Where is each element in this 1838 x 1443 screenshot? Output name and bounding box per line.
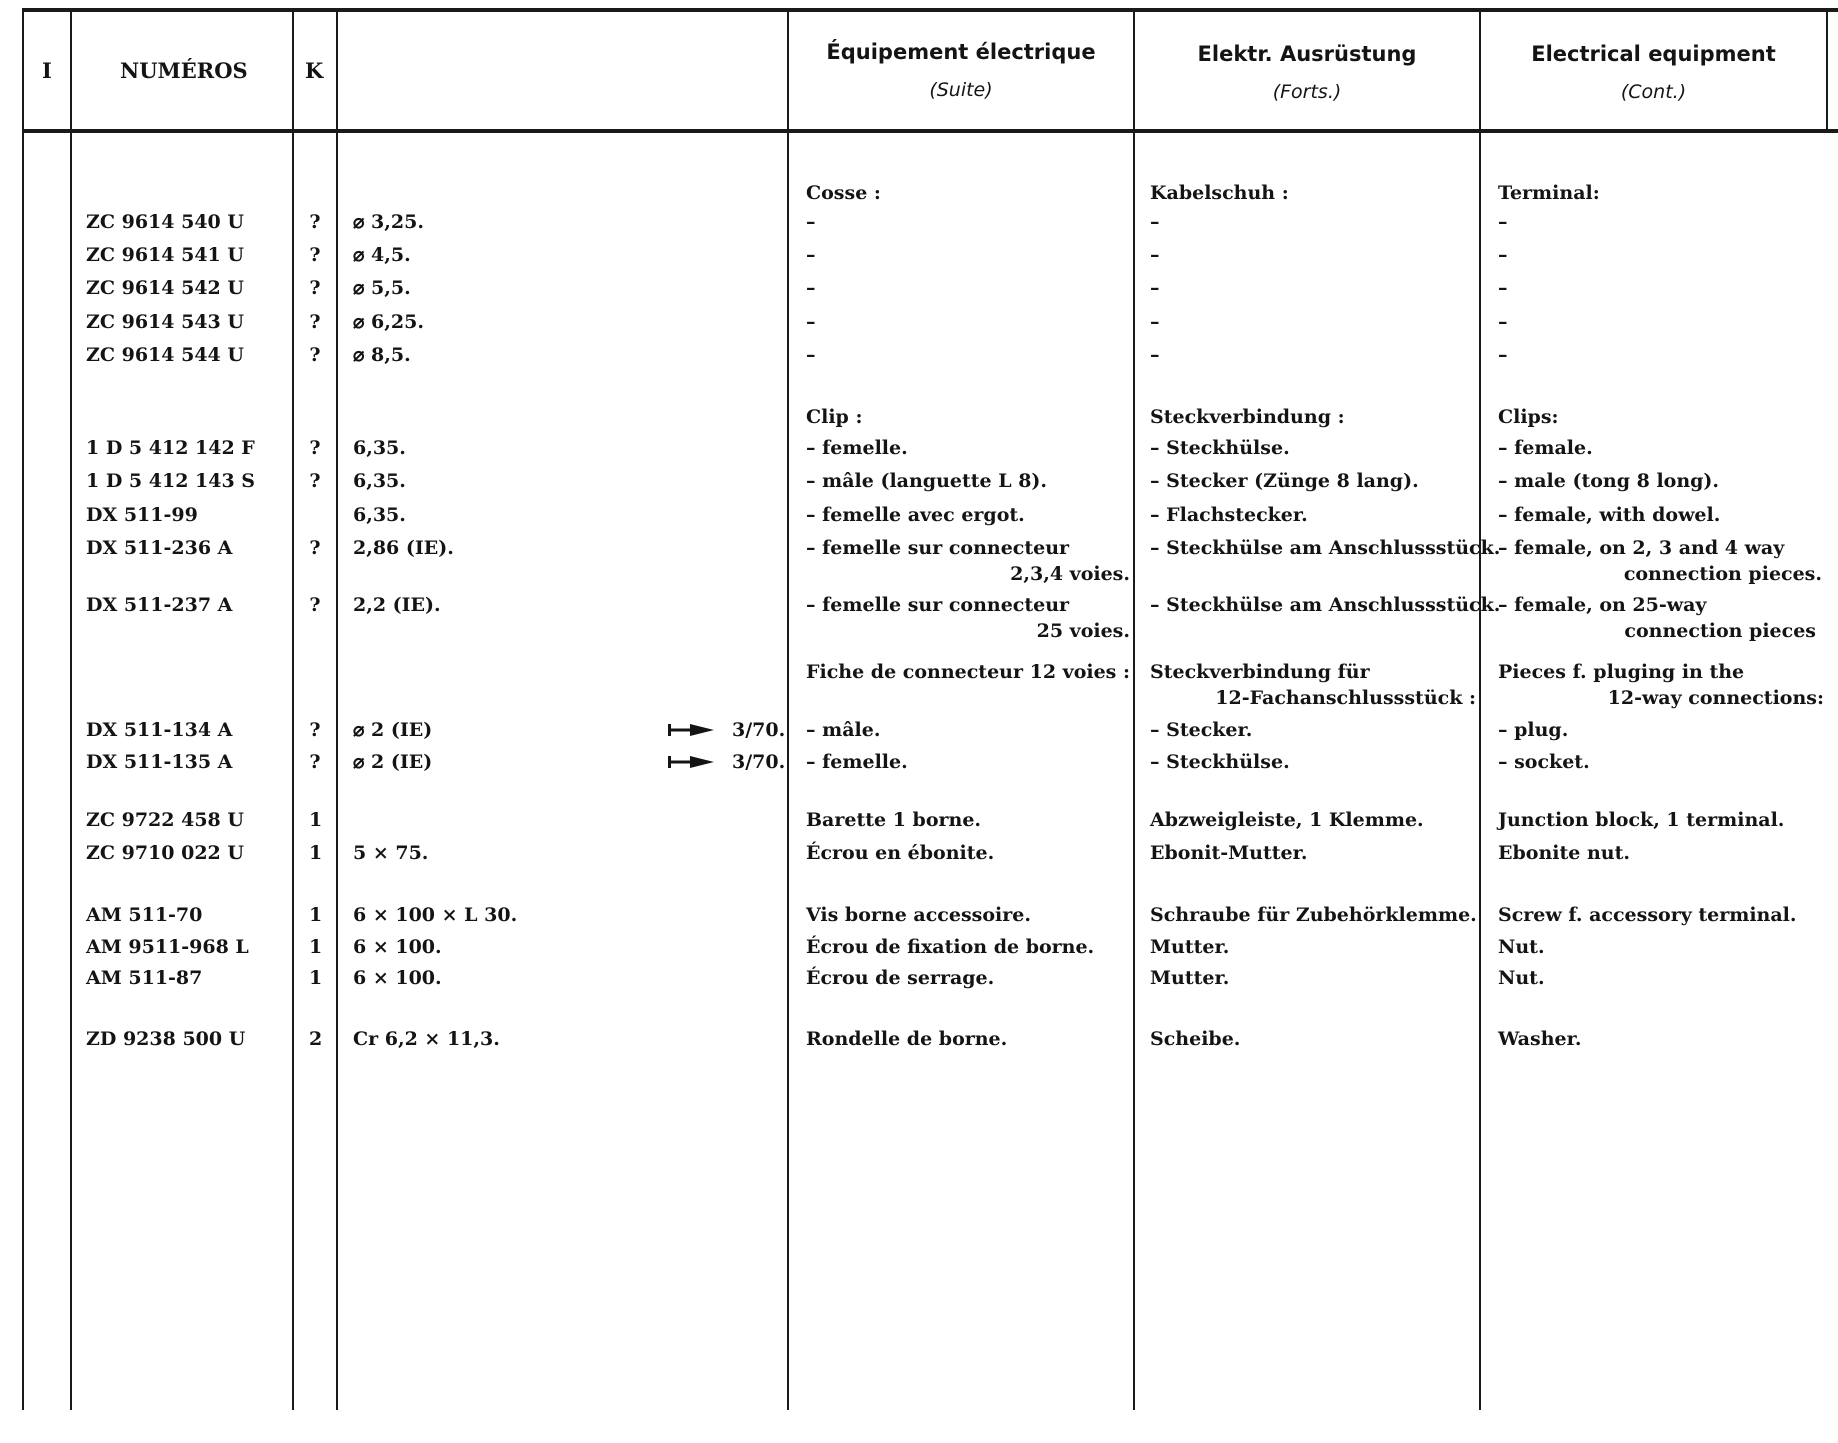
cell-english: – female, on 25-way — [1498, 594, 1707, 616]
cell-french: – mâle (languette L 8). — [806, 470, 1048, 492]
cell-german: – Stecker. — [1150, 719, 1253, 741]
cell-french: – femelle. — [806, 751, 908, 773]
cell-part-number: ZC 9614 541 U — [86, 244, 244, 266]
cell-french: Écrou de fixation de borne. — [806, 936, 1095, 958]
cell-english: – female, on 2, 3 and 4 way — [1498, 537, 1785, 559]
cell-part-number: DX 511-134 A — [86, 719, 233, 741]
table-row — [0, 469, 1838, 495]
cell-french: Vis borne accessoire. — [806, 904, 1031, 926]
cell-part-number: DX 511-135 A — [86, 751, 233, 773]
table-row — [0, 1027, 1838, 1053]
cell-k: ? — [309, 594, 321, 616]
table-row — [0, 808, 1838, 834]
cell-english: Ebonite nut. — [1498, 842, 1630, 864]
cell-german: Mutter. — [1150, 936, 1230, 958]
cell-spec: 6 × 100 × L 30. — [353, 904, 518, 926]
cell-french: – femelle. — [806, 437, 908, 459]
table-row — [0, 310, 1838, 336]
cell-part-number: ZC 9614 542 U — [86, 277, 244, 299]
table-row — [0, 718, 1838, 744]
modification-note — [668, 718, 785, 742]
header-index: I — [42, 58, 52, 83]
cell-k: 1 — [309, 809, 323, 831]
header-german-subtitle: (Forts.) — [1272, 81, 1342, 103]
cell-part-number: DX 511-237 A — [86, 594, 233, 616]
cell-part-number: AM 511-70 — [86, 904, 203, 926]
cell-k: 2 — [309, 1028, 323, 1050]
table-row — [0, 276, 1838, 302]
table-row — [0, 750, 1838, 776]
table-row — [0, 935, 1838, 961]
cell-french: – — [806, 277, 816, 299]
table-row — [0, 243, 1838, 269]
cell-spec: ⌀ 8,5. — [353, 344, 411, 366]
cell-german: Ebonit-Mutter. — [1150, 842, 1308, 864]
cell-english-continuation: connection pieces — [1624, 620, 1816, 642]
cell-english: Junction block, 1 terminal. — [1498, 809, 1785, 831]
table-row — [0, 593, 1838, 619]
cell-part-number: DX 511-236 A — [86, 537, 233, 559]
cell-english-continuation: connection pieces. — [1623, 563, 1822, 585]
cell-german-continuation: 12-Fachanschlussstück : — [1215, 687, 1476, 709]
cell-french: – — [806, 311, 816, 333]
cell-french: Clip : — [806, 406, 863, 428]
cell-english: Washer. — [1498, 1028, 1582, 1050]
cell-german: – Steckhülse am Anschlussstück. — [1150, 537, 1501, 559]
cell-english: – female, with dowel. — [1498, 504, 1721, 526]
table-row — [0, 210, 1838, 236]
cell-part-number: ZC 9722 458 U — [86, 809, 244, 831]
cell-english: Screw f. accessory terminal. — [1498, 904, 1797, 926]
cell-english: – — [1498, 211, 1508, 233]
table-row — [0, 536, 1838, 562]
cell-k: ? — [309, 537, 321, 559]
cell-part-number: ZC 9614 543 U — [86, 311, 244, 333]
cell-spec: 5 × 75. — [353, 842, 429, 864]
cell-german: Mutter. — [1150, 967, 1230, 989]
cell-part-number: ZC 9710 022 U — [86, 842, 244, 864]
header-rule — [22, 129, 1838, 133]
cell-k: ? — [309, 311, 321, 333]
cell-english: – female. — [1498, 437, 1593, 459]
cell-german: – Flachstecker. — [1150, 504, 1308, 526]
cell-german: Steckverbindung : — [1150, 406, 1345, 428]
cell-k: ? — [309, 719, 321, 741]
cell-spec: ⌀ 2 (IE) — [353, 751, 433, 773]
cell-k: 1 — [309, 904, 323, 926]
table-row — [0, 405, 1838, 431]
cell-french: Cosse : — [806, 182, 881, 204]
cell-k: 1 — [309, 936, 323, 958]
cell-english-continuation: 12-way connections: — [1607, 687, 1824, 709]
header-german-title: Elektr. Ausrüstung — [1197, 42, 1417, 66]
cell-part-number: 1 D 5 412 143 S — [86, 470, 256, 492]
cell-spec: ⌀ 6,25. — [353, 311, 424, 333]
cell-french: Barette 1 borne. — [806, 809, 982, 831]
cell-english: – — [1498, 244, 1508, 266]
cell-spec: ⌀ 5,5. — [353, 277, 411, 299]
cell-german: Abzweigleiste, 1 Klemme. — [1150, 809, 1424, 831]
cell-part-number: DX 511-99 — [86, 504, 198, 526]
header-french-subtitle: (Suite) — [929, 79, 993, 101]
cell-french: Rondelle de borne. — [806, 1028, 1008, 1050]
cell-k: ? — [309, 244, 321, 266]
cell-english: – male (tong 8 long). — [1498, 470, 1720, 492]
cell-german: – — [1150, 344, 1160, 366]
arrow-right-icon — [668, 723, 714, 737]
cell-french-continuation: 2,3,4 voies. — [1010, 563, 1130, 585]
cell-german: Steckverbindung für — [1150, 661, 1370, 683]
cell-spec: ⌀ 4,5. — [353, 244, 411, 266]
cell-english: – plug. — [1498, 719, 1569, 741]
cell-k: ? — [309, 277, 321, 299]
header-english-title: Electrical equipment — [1531, 42, 1776, 66]
cell-part-number: ZC 9614 540 U — [86, 211, 244, 233]
cell-k: ? — [309, 751, 321, 773]
cell-part-number: AM 511-87 — [86, 967, 203, 989]
cell-k: 1 — [309, 967, 323, 989]
arrow-right-icon — [668, 755, 714, 769]
header-french-title: Équipement électrique — [826, 40, 1096, 64]
cell-english: – — [1498, 311, 1508, 333]
cell-spec: 6 × 100. — [353, 967, 442, 989]
table-row — [0, 903, 1838, 929]
cell-german: – Steckhülse. — [1150, 437, 1290, 459]
cell-french: Fiche de connecteur 12 voies : — [806, 661, 1131, 683]
cell-k: ? — [309, 211, 321, 233]
cell-part-number: ZC 9614 544 U — [86, 344, 244, 366]
cell-part-number: AM 9511-968 L — [86, 936, 249, 958]
cell-spec: 2,86 (IE). — [353, 537, 454, 559]
cell-german: – Steckhülse am Anschlussstück. — [1150, 594, 1501, 616]
cell-french: Écrou de serrage. — [806, 967, 995, 989]
top-rule — [22, 8, 1838, 12]
cell-spec: 6,35. — [353, 470, 406, 492]
cell-french: Écrou en ébonite. — [806, 842, 995, 864]
cell-german: Schraube für Zubehörklemme. — [1150, 904, 1477, 926]
table-row — [0, 503, 1838, 529]
cell-spec: 6,35. — [353, 437, 406, 459]
cell-english: Clips: — [1498, 406, 1559, 428]
cell-german: – Steckhülse. — [1150, 751, 1290, 773]
cell-part-number: ZD 9238 500 U — [86, 1028, 246, 1050]
cell-spec: 6 × 100. — [353, 936, 442, 958]
cell-english: – — [1498, 344, 1508, 366]
cell-k: 1 — [309, 842, 323, 864]
cell-german: – — [1150, 311, 1160, 333]
cell-french: – femelle sur connecteur — [806, 537, 1070, 559]
table-row — [0, 436, 1838, 462]
cell-german: – Stecker (Zünge 8 lang). — [1150, 470, 1419, 492]
right-border — [1826, 10, 1828, 129]
cell-french: – — [806, 211, 816, 233]
cell-german: Scheibe. — [1150, 1028, 1241, 1050]
cell-french: – mâle. — [806, 719, 881, 741]
table-row — [0, 181, 1838, 207]
cell-german: – — [1150, 277, 1160, 299]
cell-english: Nut. — [1498, 936, 1545, 958]
cell-spec: Cr 6,2 × 11,3. — [353, 1028, 500, 1050]
cell-english: – — [1498, 277, 1508, 299]
cell-german: – — [1150, 244, 1160, 266]
cell-k: ? — [309, 344, 321, 366]
table-row — [0, 966, 1838, 992]
cell-french: – femelle sur connecteur — [806, 594, 1070, 616]
cell-french-continuation: 25 voies. — [1036, 620, 1130, 642]
cell-spec: 2,2 (IE). — [353, 594, 441, 616]
header-english-subtitle: (Cont.) — [1620, 81, 1687, 103]
header-numbers: NUMÉROS — [120, 58, 248, 83]
cell-k: ? — [309, 437, 321, 459]
table-row — [0, 343, 1838, 369]
cell-k: ? — [309, 470, 321, 492]
modification-date: 3/70. — [732, 719, 786, 741]
cell-english: – socket. — [1498, 751, 1590, 773]
cell-spec: ⌀ 2 (IE) — [353, 719, 433, 741]
cell-english: Terminal: — [1498, 182, 1600, 204]
cell-english: Nut. — [1498, 967, 1545, 989]
cell-french: – — [806, 344, 816, 366]
modification-note — [668, 750, 785, 774]
table-row — [0, 841, 1838, 867]
cell-part-number: 1 D 5 412 142 F — [86, 437, 255, 459]
cell-spec: 6,35. — [353, 504, 406, 526]
table-row — [0, 660, 1838, 686]
cell-german: Kabelschuh : — [1150, 182, 1289, 204]
cell-french: – — [806, 244, 816, 266]
cell-german: – — [1150, 211, 1160, 233]
cell-french: – femelle avec ergot. — [806, 504, 1025, 526]
cell-english: Pieces f. pluging in the — [1498, 661, 1745, 683]
header-k: K — [305, 58, 324, 83]
modification-date: 3/70. — [732, 751, 786, 773]
cell-spec: ⌀ 3,25. — [353, 211, 424, 233]
